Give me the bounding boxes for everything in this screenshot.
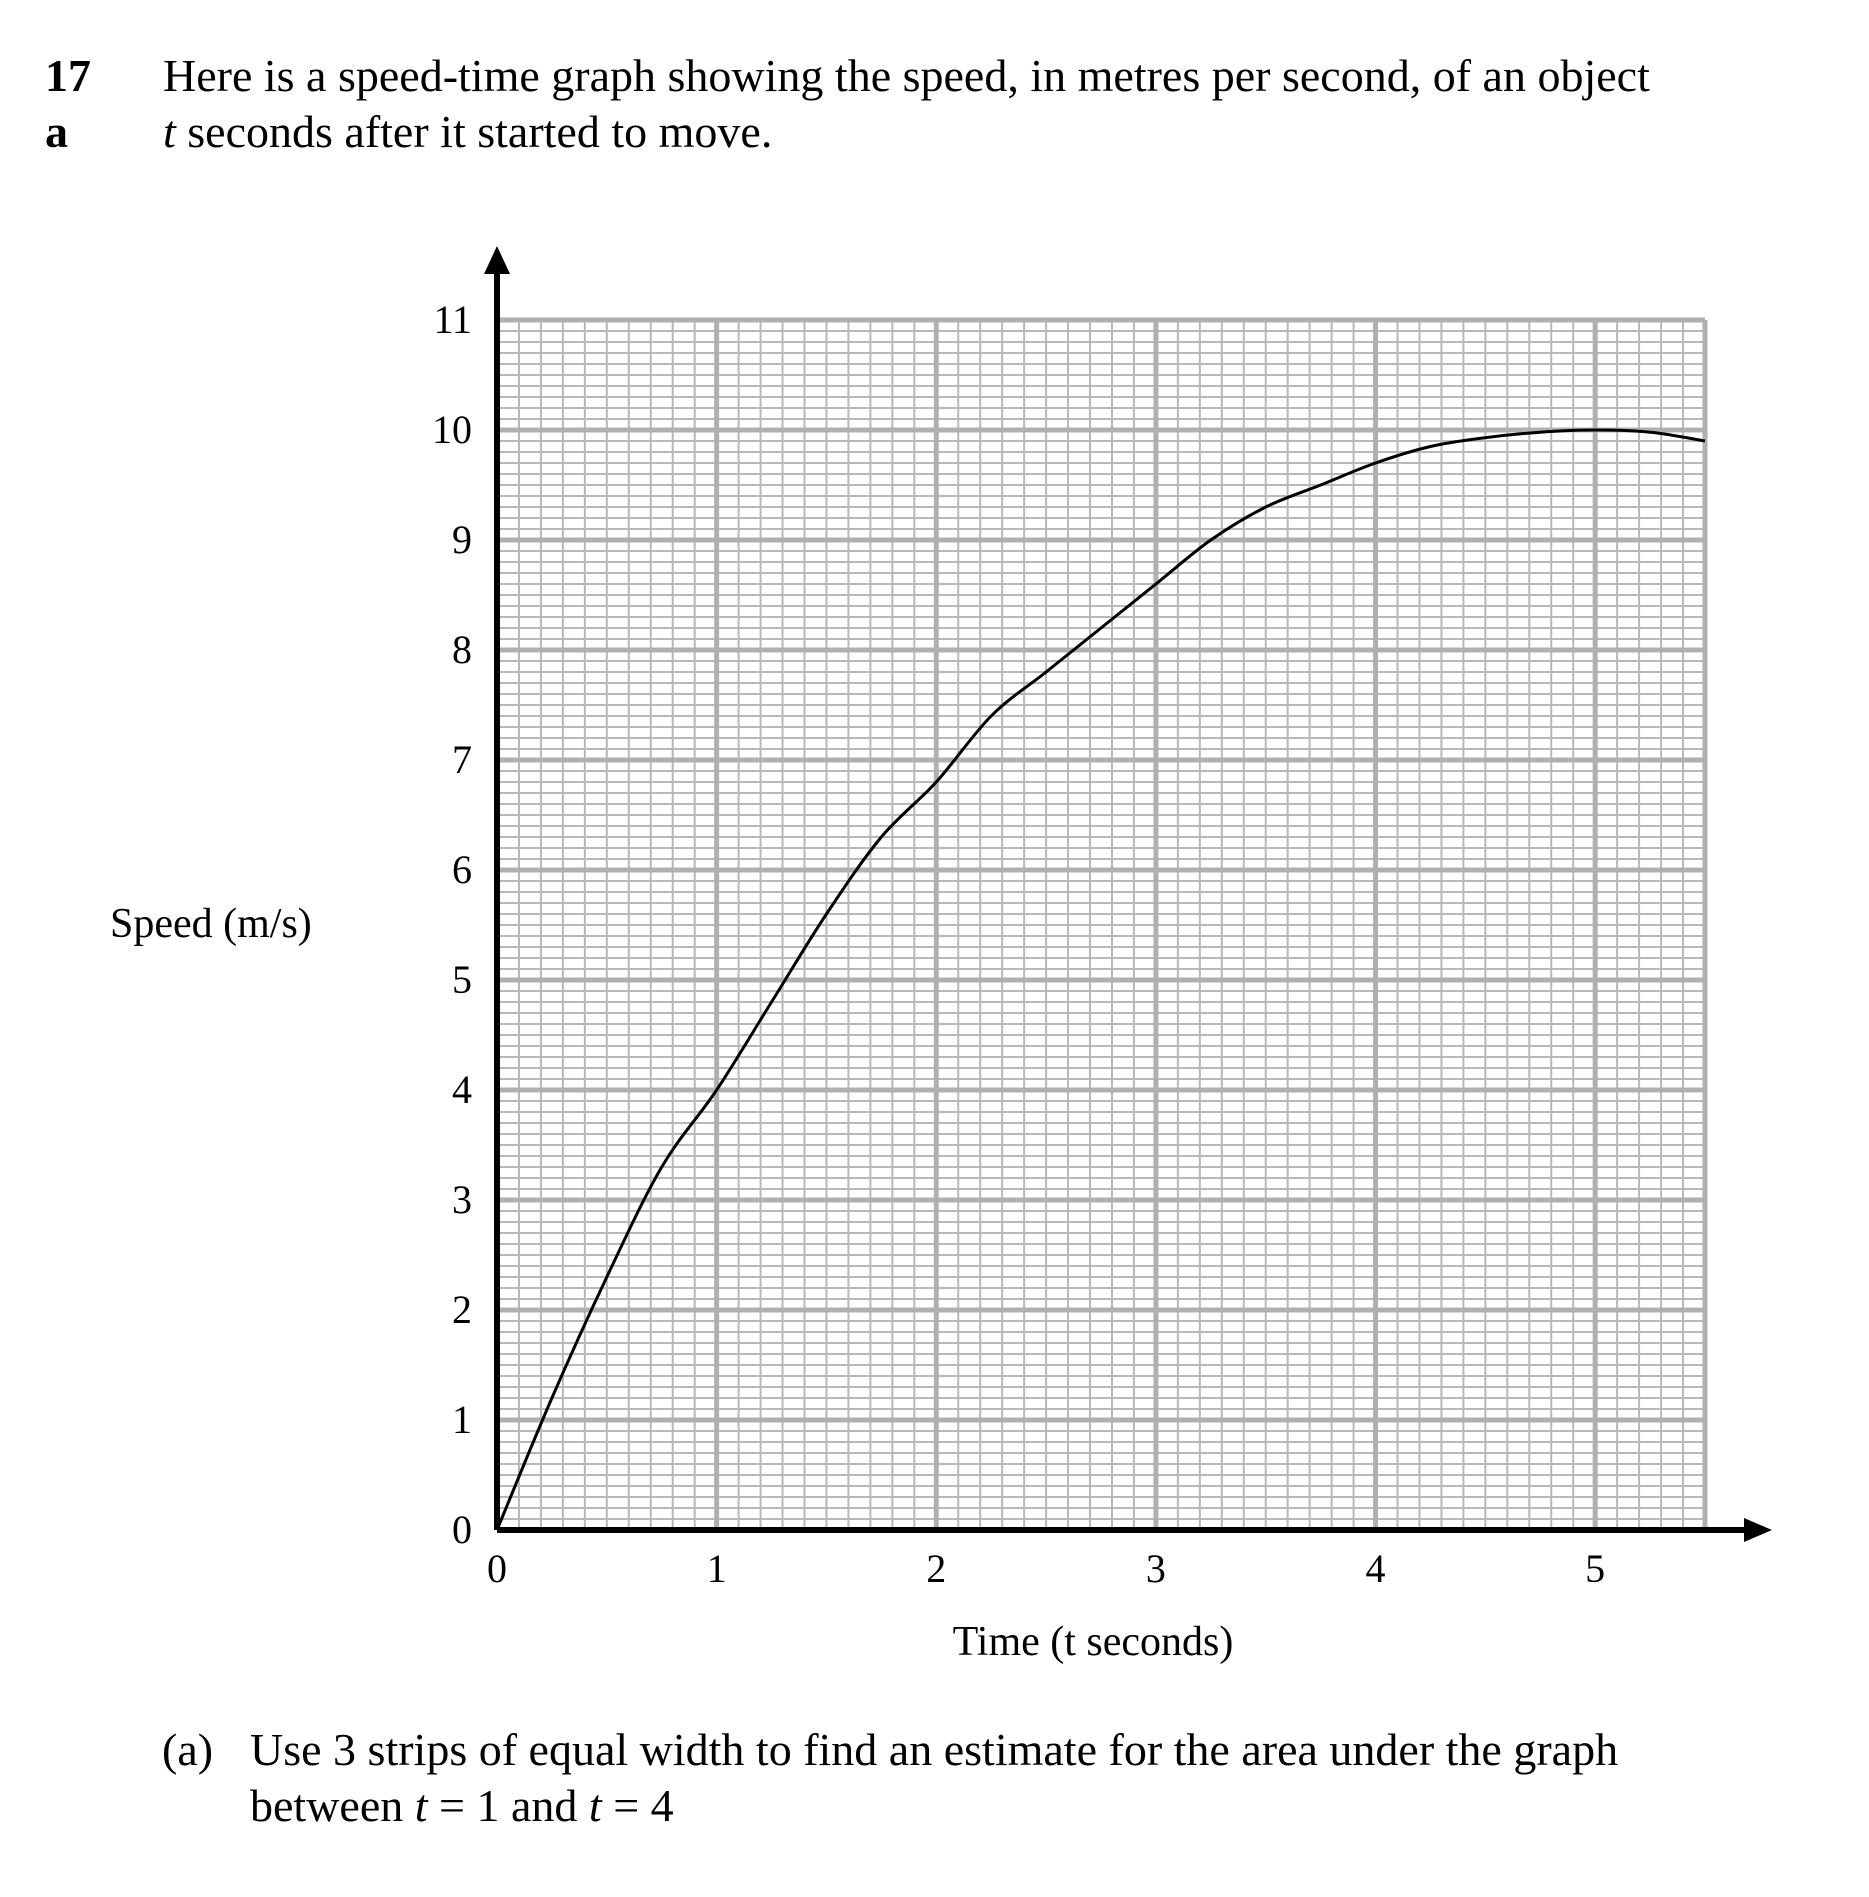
part-a-t1: t [414,1780,428,1831]
part-a-line-1: Use 3 strips of equal width to find an estimate for the area under the graph [250,1724,1619,1775]
y-tick-label: 6 [452,847,472,892]
x-axis-label [953,1619,1234,1665]
x-tick-label: 4 [1365,1546,1386,1591]
question-line-2-rest: seconds after it started to move. [175,106,773,157]
question-variable-t: t [163,106,176,157]
y-tick-label: 0 [452,1507,472,1552]
y-axis-arrow [484,246,510,274]
y-tick-label: 1 [452,1397,472,1442]
y-axis-label: Speed (m/s) [110,901,312,947]
x-tick-label: 0 [487,1546,507,1591]
part-a-between: between [250,1780,415,1831]
y-tick-label: 7 [452,737,472,782]
x-tick-label: 2 [926,1546,947,1591]
part-a-eq2: = 4 [601,1780,674,1831]
part-a-eq1: = 1 and [427,1780,589,1831]
y-tick-label: 9 [452,517,472,562]
part-a-line-2 [250,1778,1850,1834]
x-tick-label: 3 [1145,1546,1166,1591]
y-tick-label: 5 [452,957,472,1002]
x-tick-label: 5 [1585,1546,1606,1591]
y-tick-label: 10 [432,407,472,452]
part-a-t2: t [588,1780,602,1831]
y-tick-label: 3 [452,1177,472,1222]
x-tick-labels [487,1546,1605,1591]
y-tick-label: 8 [452,627,472,672]
y-tick-label: 4 [452,1067,472,1112]
x-axis-label-text: Time (t seconds) [952,1619,1234,1665]
part-a-label: (a) [162,1724,214,1775]
grid-minor [497,320,1705,1530]
part-a-text [250,1722,1850,1834]
question-number: 17 a [45,50,91,157]
y-tick-labels [432,297,472,1552]
x-axis-arrow [1744,1518,1772,1542]
y-tick-label: 2 [452,1287,472,1332]
question-line-1: Here is a speed-time graph showing the speed, in metres per second, of an object [163,50,1650,101]
x-tick-label: 1 [706,1546,727,1591]
y-tick-label: 11 [433,297,472,342]
